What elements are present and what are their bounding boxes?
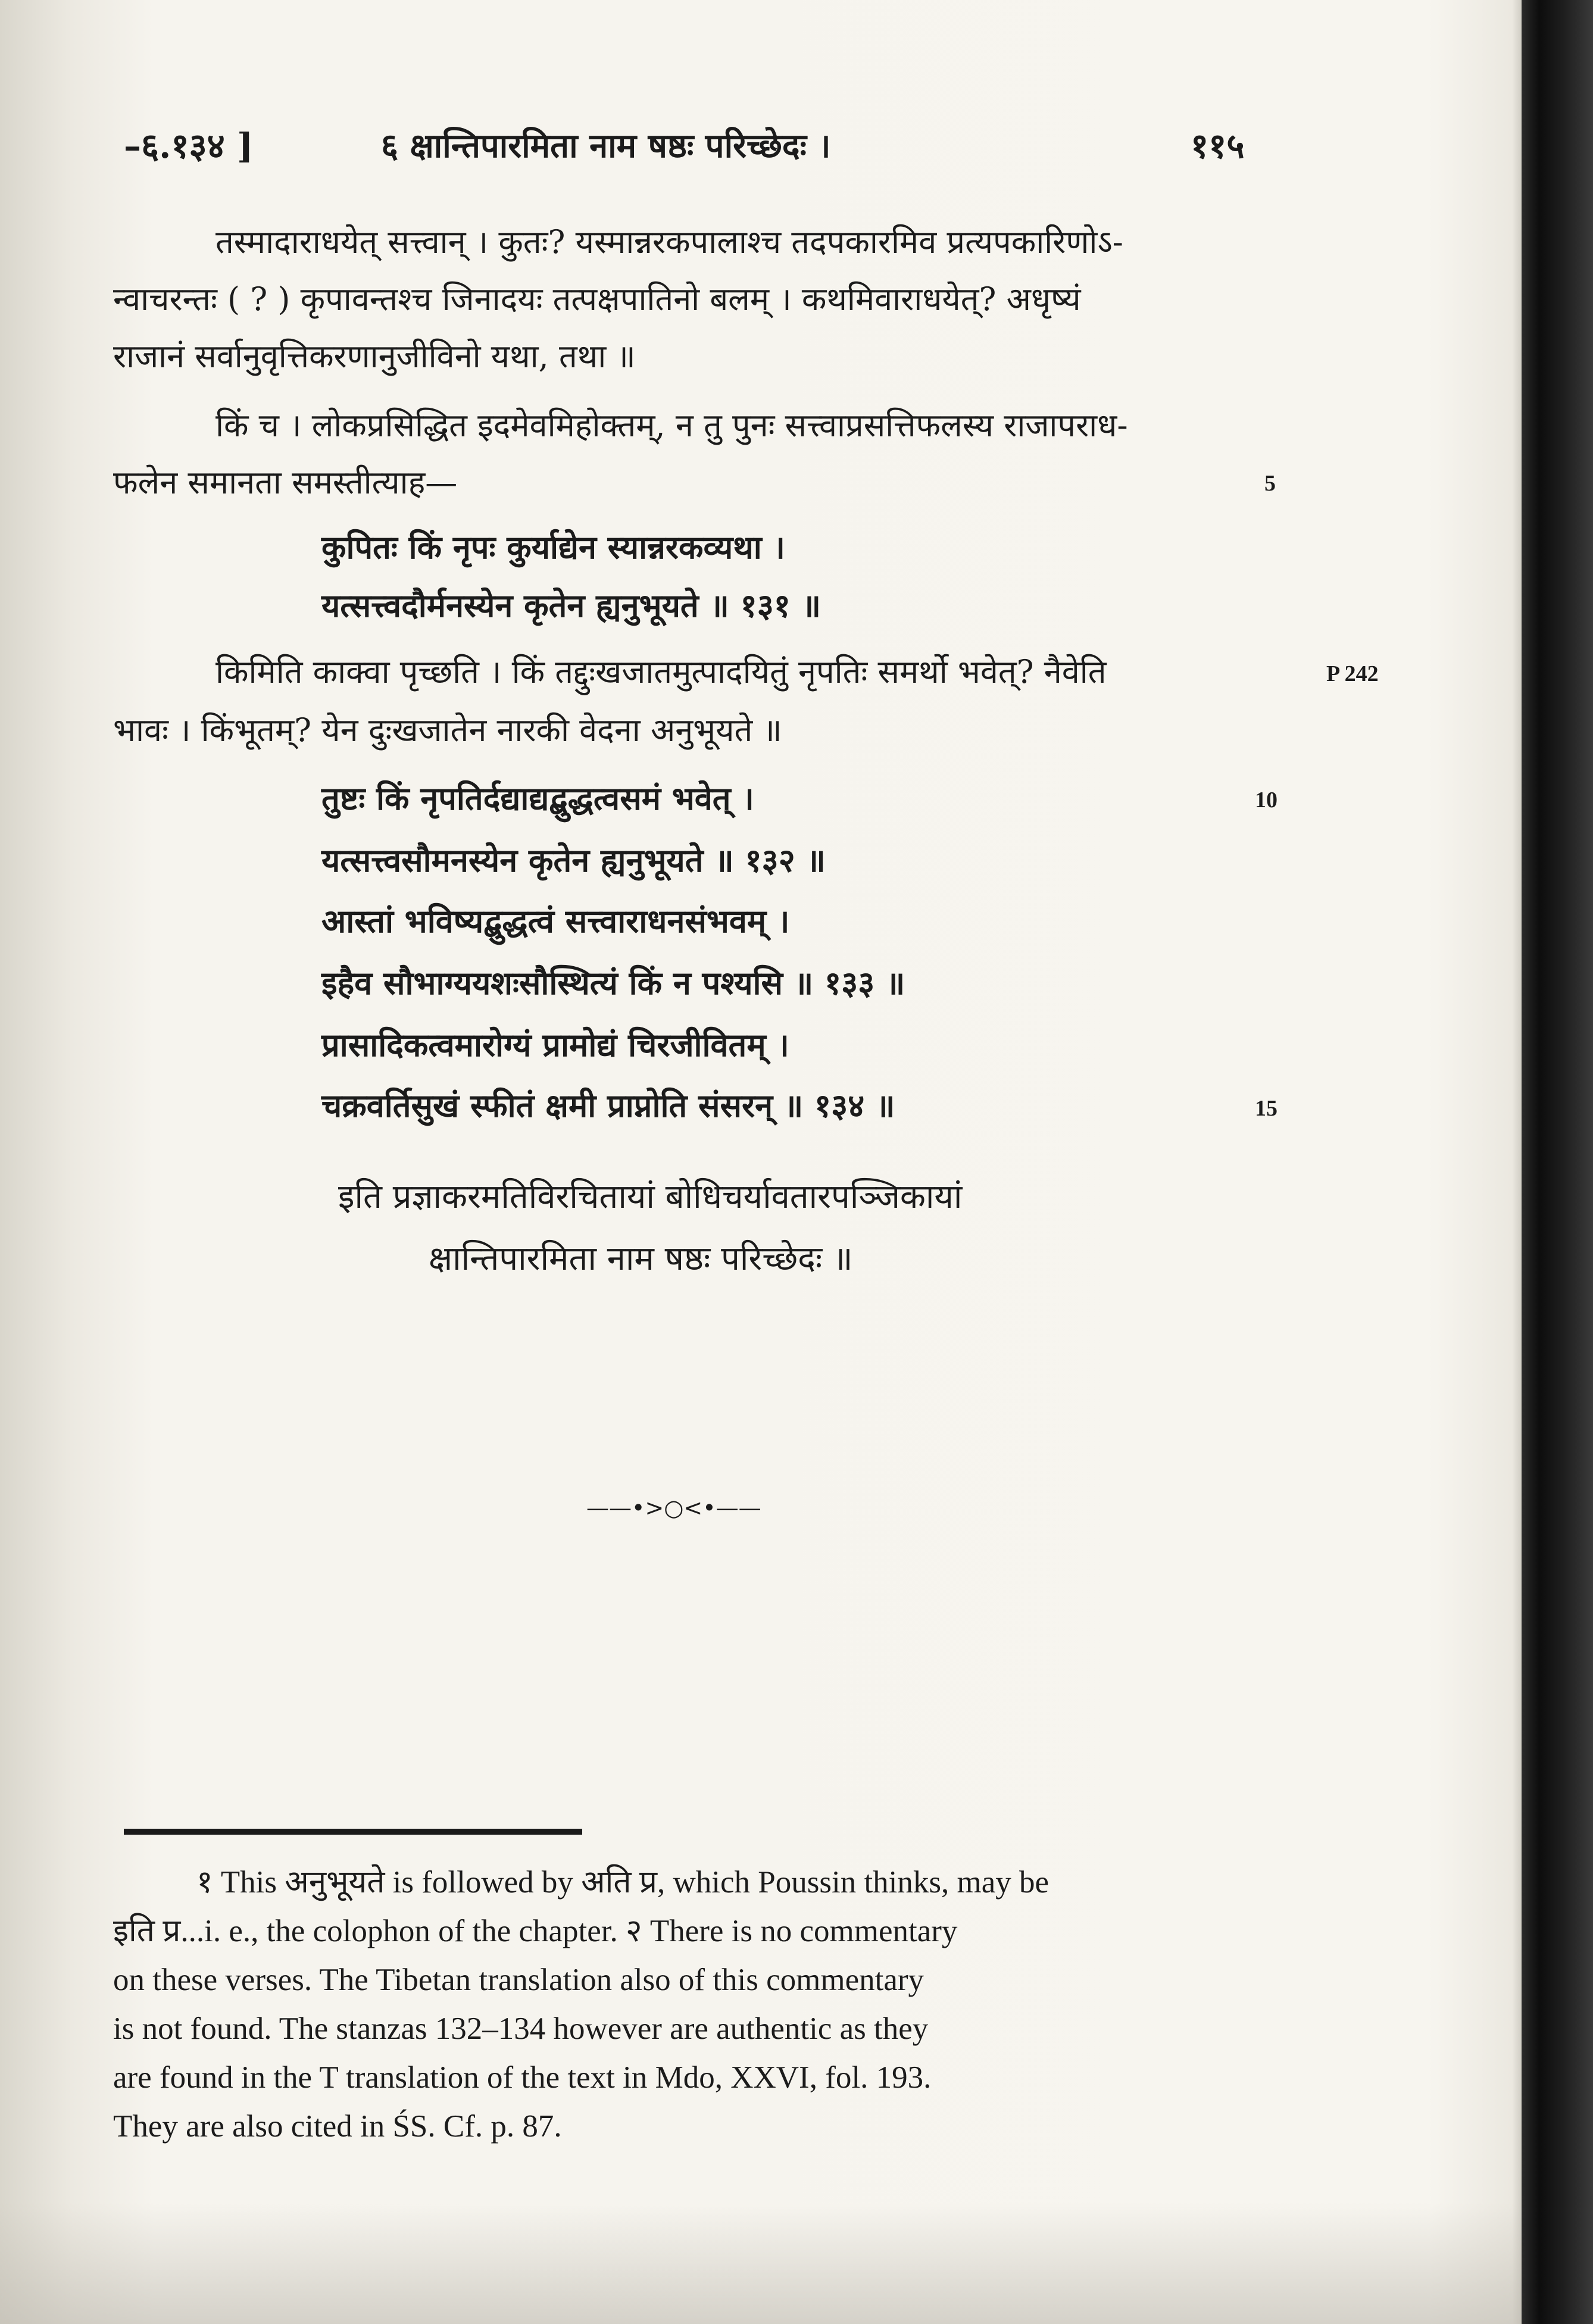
page-number: ११५ xyxy=(1191,126,1245,166)
verse-line: आस्तां भविष्यद्बुद्धत्वं सत्त्वाराधनसंभवम् । xyxy=(321,902,790,940)
footnote-line: are found in the T translation of the text in Mdo, XXVI, fol. 193. xyxy=(113,2060,932,2095)
verse-line: यत्सत्त्वसौमनस्येन कृतेन ह्यनुभूयते ॥ १३२ ॥ xyxy=(321,841,826,879)
verse-line: तुष्टः किं नृपतिर्दद्याद्यद्बुद्धत्वसमं भवेत् । xyxy=(321,779,754,817)
text-line: भावः । किंभूतम्? येन दुःखजातेन नारकी वेदना अनुभूयते ॥ xyxy=(113,711,782,749)
text-line: फलेन समानता समस्तीत्याह— xyxy=(113,464,458,501)
header-verse-ref: –६.१३४ ] xyxy=(124,126,254,166)
verse-line: कुपितः किं नृपः कुर्याद्येन स्यान्नरकव्यथा । xyxy=(321,528,785,566)
footnote-line: is not found. The stanzas 132–134 however are authentic as they xyxy=(113,2011,929,2046)
edition-page-ref: P 242 xyxy=(1326,661,1379,686)
page-bottom-shade xyxy=(0,2203,1522,2324)
book-spine-shadow xyxy=(1522,0,1593,2324)
text-line: तस्मादाराधयेत् सत्त्वान् । कुतः? यस्मान्नरकपालाश्च तदपकारमिव प्रत्यपकारिणोऽ- xyxy=(215,223,1123,261)
line-number: 15 xyxy=(1255,1096,1277,1121)
verse-line: इहैव सौभाग्ययशःसौस्थित्यं किं न पश्यसि ॥ १३३ ॥ xyxy=(321,964,905,1002)
footnote-line: They are also cited in ŚS. Cf. p. 87. xyxy=(113,2109,562,2144)
section-end-ornament: ——•>○<•—— xyxy=(586,1495,761,1521)
verse-line: प्रासादिकत्वमारोग्यं प्रामोद्यं चिरजीवितम् । xyxy=(321,1026,789,1064)
footnote-line: on these verses. The Tibetan translation also of this commentary xyxy=(113,1963,924,1997)
line-number: 5 xyxy=(1264,471,1276,496)
text-line: राजानं सर्वानुवृत्तिकरणानुजीविनो यथा, तथा ॥ xyxy=(113,338,636,375)
colophon-line: इति प्रज्ञाकरमतिविरचितायां बोधिचर्यावतारपञ्जिकायां xyxy=(338,1177,963,1216)
footnote-line: इति प्र...i. e., the colophon of the chapter. २ There is no commentary xyxy=(113,1914,958,1948)
line-number: 10 xyxy=(1255,788,1277,813)
verse-line: चक्रवर्तिसुखं स्फीतं क्षमी प्राप्नोति संसरन् ॥ १३४ ॥ xyxy=(321,1086,895,1124)
text-line: किं च । लोकप्रसिद्धित इदमेवमिहोक्तम्, न तु पुनः सत्त्वाप्रसत्तिफलस्य राजापराध- xyxy=(215,407,1128,444)
footnote-line: १ This अनुभूयते is followed by अति प्र, which Poussin thinks, may be xyxy=(196,1865,1049,1900)
text-line: न्वाचरन्तः ( ? ) कृपावन्तश्च जिनादयः तत्पक्षपातिनो बलम् । कथमिवाराधयेत्? अधृष्यं xyxy=(113,280,1081,318)
colophon-line: क्षान्तिपारमिता नाम षष्ठः परिच्छेदः ॥ xyxy=(429,1239,853,1278)
page-running-title: ६ क्षान्तिपारमिता नाम षष्ठः परिच्छेदः । xyxy=(381,126,831,165)
verse-line: यत्सत्त्वदौर्मनस्येन कृतेन ह्यनुभूयते ॥ १३१ ॥ xyxy=(321,586,822,624)
footnote-rule xyxy=(124,1829,582,1835)
text-line: किमिति काक्वा पृच्छति । किं तद्दुःखजातमुत्पादयितुं नृपतिः समर्थो भवेत्? नैवेति xyxy=(215,653,1107,691)
